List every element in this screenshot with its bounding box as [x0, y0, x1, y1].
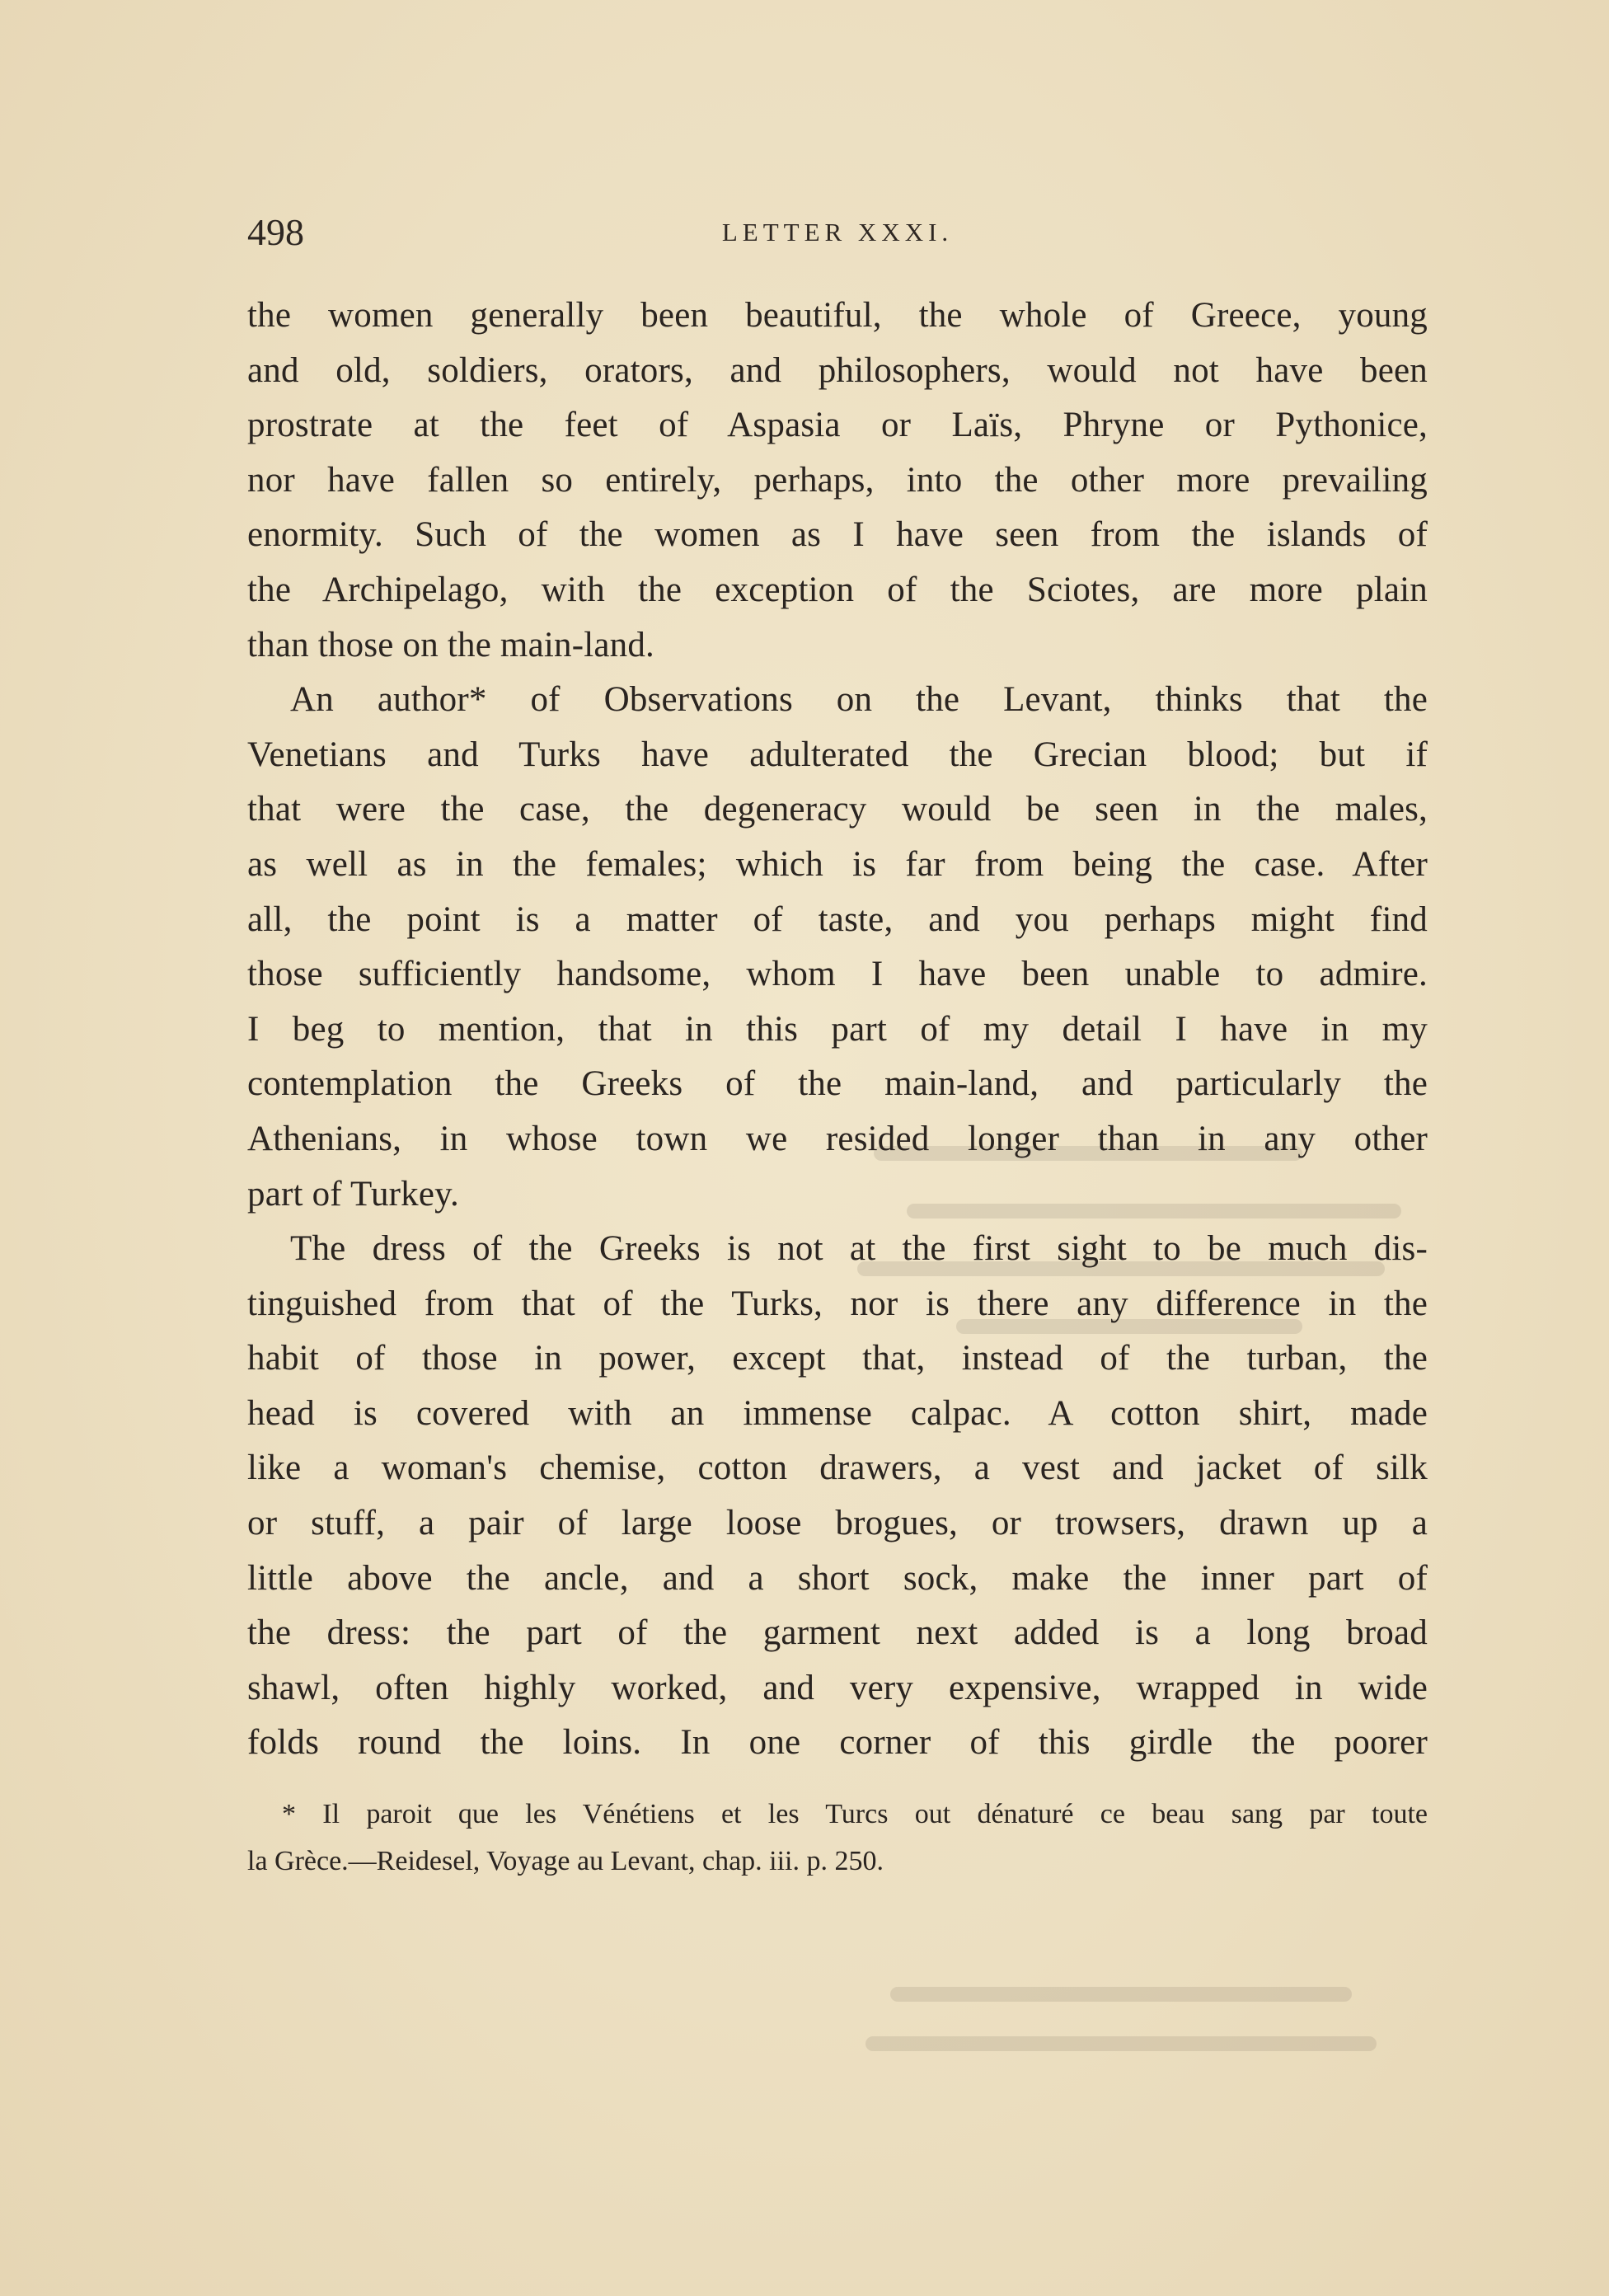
running-title: LETTER XXXI.: [721, 218, 954, 247]
text-line: Venetians and Turks have adulterated the Grecian blood; but if: [247, 735, 1428, 774]
text-line: the dress: the part of the garment next added is a long broad: [247, 1613, 1428, 1653]
text-line: the women generally been beautiful, the whole of Greece, young: [247, 296, 1428, 335]
page-number: 498: [247, 211, 304, 253]
text-line: as well as in the females; which is far from being the case. After: [247, 844, 1428, 884]
text-line: prostrate at the feet of Aspasia or Laïs, Phryne or Pythonice,: [247, 406, 1428, 445]
text-line: little above the ancle, and a short sock, make the inner part of: [247, 1558, 1428, 1598]
footnote-line: * Il paroit que les Vénétiens et les Turcs out dénaturé ce beau sang par toute: [282, 1799, 1428, 1829]
text-line: I beg to mention, that in this part of my detail I have in my: [247, 1009, 1428, 1049]
text-line: nor have fallen so entirely, perhaps, into the other more prevailing: [247, 460, 1428, 500]
text-line: like a woman's chemise, cotton drawers, a vest and jacket of silk: [247, 1448, 1428, 1488]
text-line: or stuff, a pair of large loose brogues, or trowsers, drawn up a: [247, 1504, 1428, 1543]
text-line: those sufficiently handsome, whom I have been unable to admire.: [247, 955, 1428, 994]
text-line: the Archipelago, with the exception of the Sciotes, are more plain: [247, 570, 1428, 609]
text-line: enormity. Such of the women as I have seen from the islands of: [247, 515, 1428, 555]
running-head: [247, 208, 1428, 257]
text-line: contemplation the Greeks of the main-land, and particularly the: [247, 1064, 1428, 1104]
text-line: habit of those in power, except that, instead of the turban, the: [247, 1339, 1428, 1378]
text-line: shawl, often highly worked, and very expensive, wrapped in wide: [247, 1668, 1428, 1707]
text-line: head is covered with an immense calpac. A cotton shirt, made: [247, 1393, 1428, 1433]
text-line: tinguished from that of the Turks, nor is there any difference in the: [247, 1284, 1428, 1323]
text-line: than those on the main-land.: [247, 625, 655, 664]
footnote-line: la Grèce.—Reidesel, Voyage au Levant, chap. iii. p. 250.: [247, 1846, 884, 1876]
text-line: all, the point is a matter of taste, and you perhaps might find: [247, 899, 1428, 939]
text-line: The dress of the Greeks is not at the first sight to be much dis-: [290, 1229, 1428, 1269]
text-line: part of Turkey.: [247, 1174, 460, 1214]
text-line: that were the case, the degeneracy would be seen in the males,: [247, 790, 1428, 829]
text-line: folds round the loins. In one corner of this girdle the poorer: [247, 1723, 1428, 1763]
text-line: An author* of Observations on the Levant, thinks that the: [290, 680, 1428, 720]
body-text: [247, 289, 1428, 1781]
text-line: and old, soldiers, orators, and philosophers, would not have been: [247, 350, 1428, 390]
footnote: [247, 1791, 1428, 1914]
text-line: Athenians, in whose town we resided longer than in any other: [247, 1119, 1428, 1158]
